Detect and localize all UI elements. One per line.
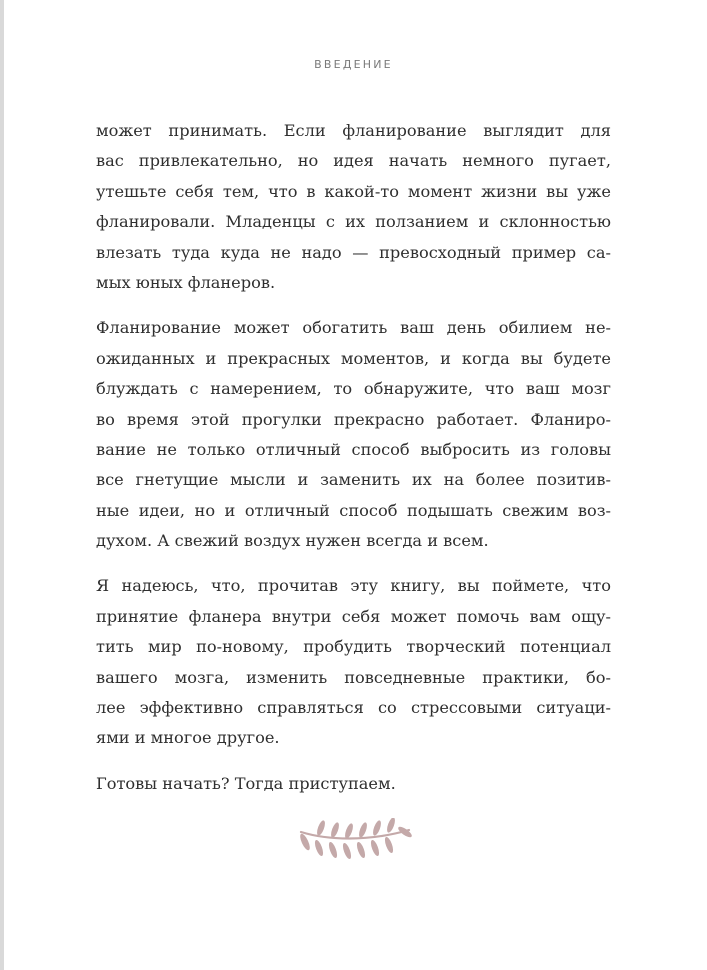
text-line: Фланирование может обогатить ваш день обилием не- (96, 318, 611, 338)
text-line: фланировали. Младенцы с их ползанием и склонностью (96, 212, 611, 232)
paragraph-3 (96, 571, 611, 753)
text-line: Я надеюсь, что, прочитав эту книгу, вы поймете, что (96, 576, 611, 596)
text-line: тить мир по-новому, пробудить творческий потенциал (96, 637, 611, 657)
text-line: ные идеи, но и отличный способ подышать свежим воз- (96, 500, 611, 520)
text-line: блуждать с намерением, то обнаружите, что ваш мозг (96, 379, 611, 399)
paragraph-4 (96, 769, 611, 799)
text-line: Готовы начать? Тогда приступаем. (96, 773, 396, 793)
text-line: вашего мозга, изменить повседневные практики, бо- (96, 667, 611, 687)
text-line: принятие фланера внутри себя может помочь вам ощу- (96, 606, 611, 626)
text-line: вание не только отличный способ выбросить из головы (96, 439, 611, 459)
text-line: может принимать. Если фланирование выглядит для (96, 121, 611, 140)
text-line: все гнетущие мысли и заменить их на более позитив- (96, 470, 611, 490)
text-line: во время этой прогулки прекрасно работает. Фланиро- (96, 409, 611, 429)
text-line: утешьте себя тем, что в какой-то момент жизни вы уже (96, 181, 611, 201)
page-edge (0, 0, 4, 970)
text-line: мых юных фланеров. (96, 272, 276, 292)
text-line: влезать туда куда не надо — превосходный пример са- (96, 242, 611, 262)
body-text (96, 116, 611, 799)
text-line: ожиданных и прекрасных моментов, и когда вы будете (96, 348, 611, 368)
paragraph-2 (96, 313, 611, 556)
text-line: вас привлекательно, но идея начать немного пугает, (96, 151, 611, 171)
paragraph-1 (96, 116, 611, 298)
leaf-branch-icon (297, 818, 413, 864)
text-line: лее эффективно справляться со стрессовыми ситуаци- (96, 698, 611, 718)
running-header: ВВЕДЕНИЕ (314, 58, 393, 71)
text-line: духом. А свежий воздух нужен всегда и всем. (96, 531, 489, 551)
text-line: ями и многое другое. (96, 728, 280, 748)
